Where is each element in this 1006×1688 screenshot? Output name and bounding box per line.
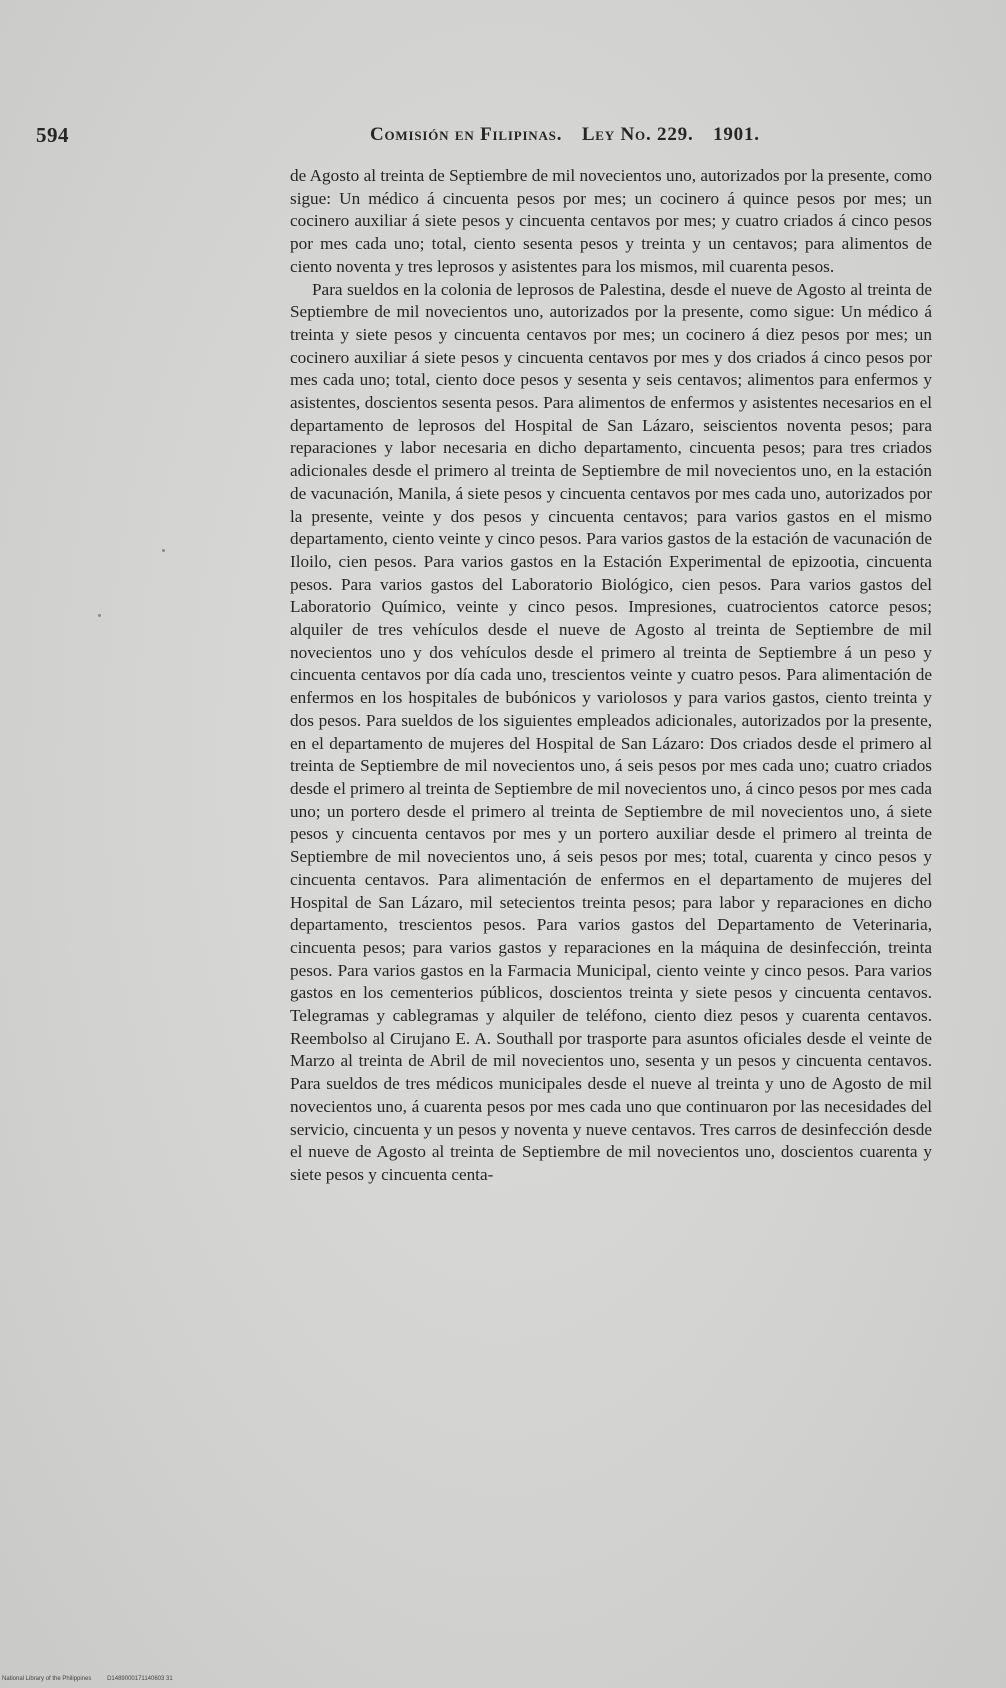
scan-credit <box>2 1676 187 1682</box>
paragraph-continuation: de Agosto al treinta de Septiembre de mil novecientos uno, autorizados por la presente, como sigue: Un médico á cincuenta pesos por mes; un cocinero á quince pesos por mes; un cocinero auxiliar á siete pesos y cincuenta centavos por mes; y cuatro criados á cinco pesos por mes cada uno; total, ciento sesenta pesos y treinta y un centavos; para alimentos de ciento noventa y tres leprosos y asistentes para los mismos, mil cuarenta pesos. <box>290 166 932 276</box>
scan-institution: National Library of the Philippines <box>2 1676 92 1682</box>
running-head-title: Comisión en Filipinas. <box>370 124 563 145</box>
running-head-year: 1901. <box>713 124 760 145</box>
running-head <box>370 124 774 146</box>
scan-identifier: D1489000171140603 31 <box>107 1676 173 1682</box>
paragraph-palestina: Para sueldos en la colonia de leprosos de Palestina, desde el nueve de Agosto al treinta de Septiembre de mil novecientos uno, autorizados por la presente, como sigue: Un médico á treinta y siete pesos y cincuenta centavos por mes; un cocinero á diez pesos por mes; un cocinero auxiliar á siete pesos y cincuenta centavos por mes y dos criados á cinco pesos por mes cada uno; total, ciento doce pesos y sesenta y seis centavos; alimentos para enfermos y asistentes, doscientos sesenta pesos. Para alimentos de enfermos y asistentes necesarios en el departamento de leprosos del Hospital de San Lázaro, seiscientos noventa pesos; para reparaciones y labor necesaria en dicho departamento, cincuenta pesos; para tres criados adicionales desde el primero al treinta de Septiembre de mil novecientos uno, en la estación de vacunación, Manila, á siete pesos y cincuenta centavos por mes cada uno, autorizados por la presente, veinte y dos pesos y cincuenta centavos; para varios gastos en el mismo departamento, ciento veinte y cinco pesos. Para varios gastos de la estación de vacunación de Iloilo, cien pesos. Para varios gastos en la Estación Experimental de epizootia, cincuenta pesos. Para varios gastos del Laboratorio Biológico, cien pesos. Para varios gastos del Laboratorio Químico, veinte y cinco pesos. Impresiones, cuatrocientos catorce pesos; alquiler de tres vehículos desde el nueve de Agosto al treinta de Septiembre de mil novecientos uno y dos vehículos desde el primero al treinta de Septiembre á un peso y cincuenta centavos por día cada uno, trescientos veinte y cuatro pesos. Para alimentación de enfermos en los hospitales de bubónicos y variolosos y para varios gastos, ciento treinta y dos pesos. Para sueldos de los siguientes empleados adicionales, autorizados por la presente, en el departamento de mujeres del Hospital de San Lázaro: Dos criados desde el primero al treinta de Septiembre de mil novecientos uno, á seis pesos por mes cada uno; cuatro criados desde el primero al treinta de Septiembre de mil novecientos uno, á cinco pesos por mes cada uno; un portero desde el primero al treinta de Septiembre de mil novecientos uno, á siete pesos y cincuenta centavos por mes y un portero auxiliar desde el primero al treinta de Septiembre de mil novecientos uno, á seis pesos por mes; total, cuarenta y cinco pesos y cincuenta centavos. Para alimentación de enfermos en el departamento de mujeres del Hospital de San Lázaro, mil setecientos treinta pesos; para labor y reparaciones en dicho departamento, trescientos pesos. Para varios gastos del Departamento de Veterinaria, cincuenta pesos; para varios gastos y reparaciones en la máquina de desinfección, treinta pesos. Para varios gastos en la Farmacia Municipal, ciento veinte y cinco pesos. Para varios gastos en los cementerios públicos, doscientos treinta y siete pesos y cincuenta centavos. Telegramas y cablegramas y alquiler de teléfono, ciento diez pesos y cuarenta centavos. Reembolso al Cirujano E. A. Southall por trasporte para asuntos oficiales desde el veinte de Marzo al treinta de Abril de mil novecientos uno, sesenta y un pesos y cincuenta centavos. Para sueldos de tres médicos municipales desde el nueve al treinta y uno de Agosto de mil novecientos uno, á cuarenta pesos por mes cada uno que continuaron por las necesidades del servicio, cincuenta y un pesos y noventa y nueve centavos. Tres carros de desinfección desde el nueve de Agosto al treinta de Septiembre de mil novecientos uno, doscientos cuarenta y siete pesos y cincuenta centa- <box>290 279 932 1184</box>
scan-speck <box>98 614 101 617</box>
page-number: 594 <box>36 123 69 147</box>
running-head-law: Ley No. 229. <box>581 124 694 145</box>
body-text <box>290 165 932 1187</box>
scan-speck <box>162 549 165 552</box>
